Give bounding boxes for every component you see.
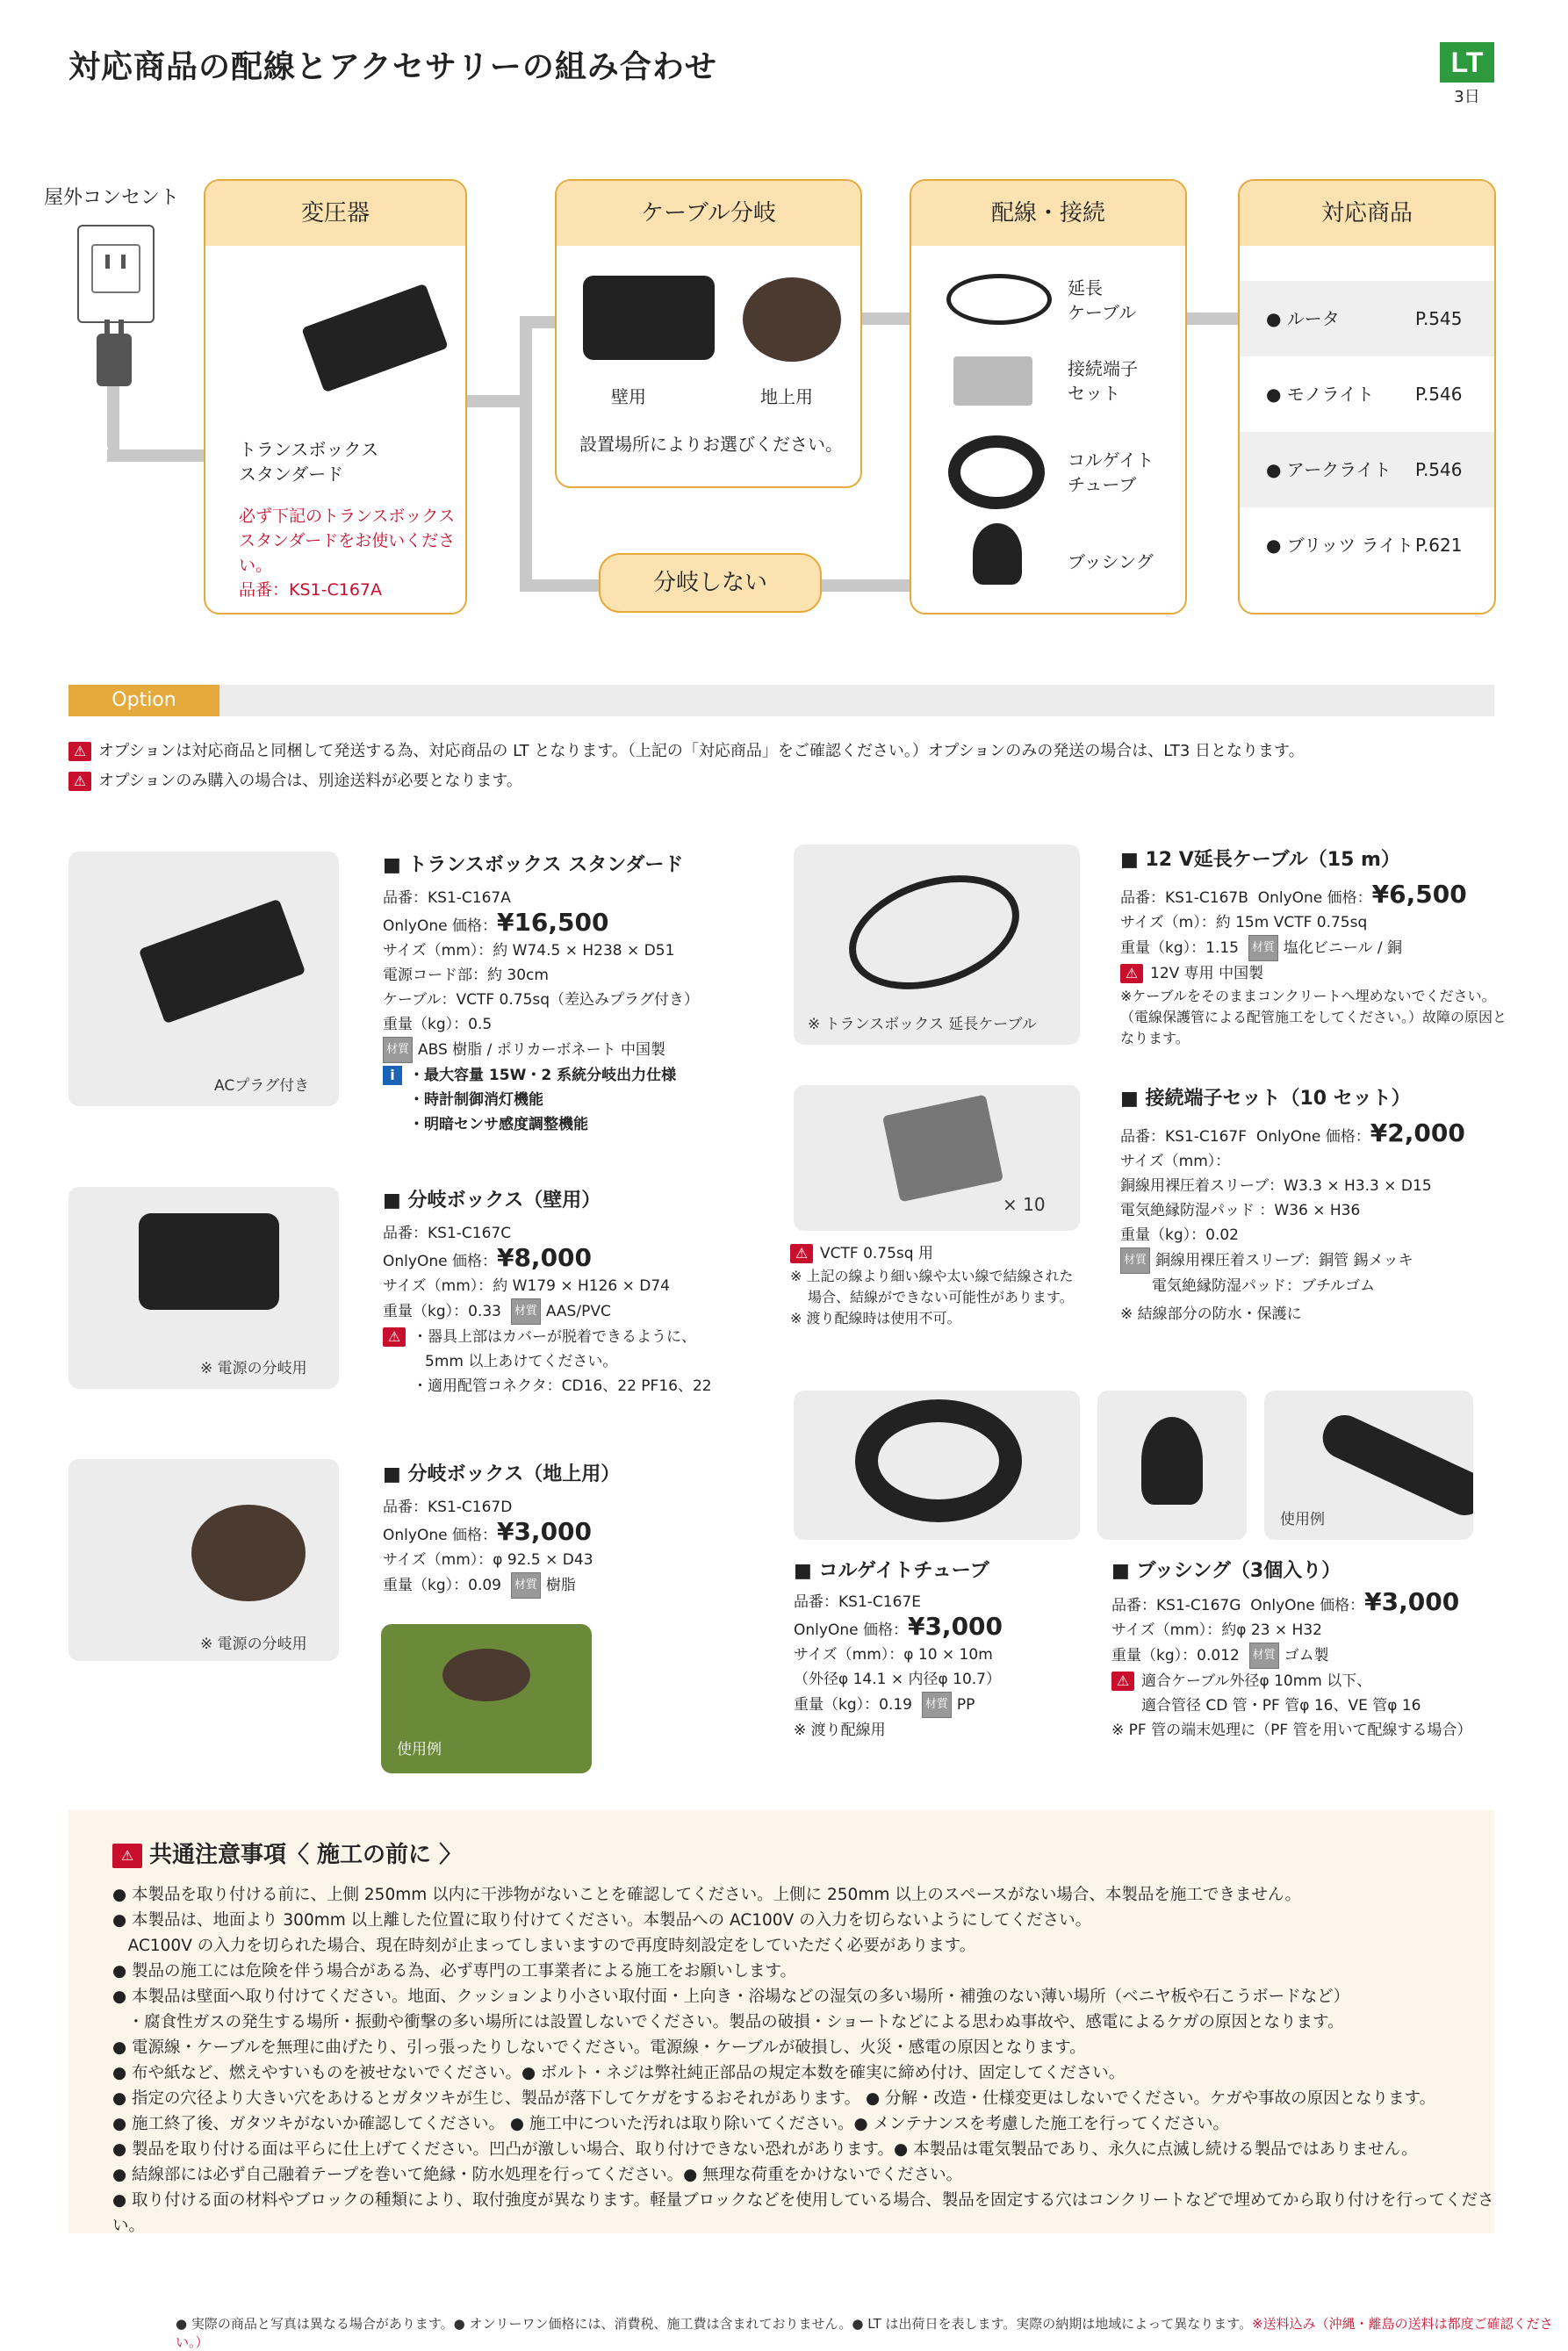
wiring-item-terminal: 接続端子 セット [1068,358,1138,404]
warning-icon: ⚠ [383,1327,406,1347]
bushing-spec: ■ ブッシング（3個入り） 品番：KS1-C167G OnlyOne 価格：¥3,000 サイズ（mm）：約φ 23 × H32 重量（kg）：0.012 材質 ゴム製 ⚠ 適合ケーブル外径φ 10mm 以下、 適合管径 CD 管・PF 管φ 16、VE 管φ 16 ※ PF 管の端末処理に（PF 管を用いて配線する場合） [1111,1560,1472,1739]
lt-badge: LT [1440,42,1494,83]
info-icon: i [383,1066,402,1085]
transbox-image [301,284,449,393]
tube-photo [794,1391,1080,1540]
terminal-spec: ■ 接続端子セット（10 セット） 品番：KS1-C167F OnlyOne 価格：¥2,000 サイズ（mm）： 銅線用裸圧着スリーブ：W3.3 × H3.3 × D15 電気絶縁防湿パッド ：W36 × H36 重量（kg）：0.02 材質 銅線用裸圧着スリーブ：銅管 錫メッキ 電気絶縁防湿パッド：ブチルゴム ※ 結線部分の防水・保護に [1120,1088,1465,1323]
product-row: ● ルータ P.545 [1240,281,1494,356]
wall-box-photo: ※ 電源の分岐用 [68,1187,339,1389]
material-icon: 材質 [383,1037,413,1063]
outlet-label: 屋外コンセント [44,187,180,209]
material-icon: 材質 [511,1572,541,1599]
material-icon: 材質 [1249,1643,1279,1669]
material-icon: 材質 [1248,935,1278,961]
option-note: ⚠ オプションは対応商品と同梱して発送する為、対応商品の LT となります。（上記の「対応商品」をご確認ください。）オプションのみの発送の場合は、LT3 日となります。 [68,741,1305,762]
warning-icon: ⚠ [790,1244,813,1263]
transformer-head: 変圧器 [205,181,465,246]
product-row: ● アークライト P.546 [1240,432,1494,507]
wiring-item-cable: 延長 ケーブル [1068,277,1137,323]
wire-line [520,579,599,592]
warning-icon: ⚠ [68,742,91,761]
wall-label: 壁用 [611,386,646,407]
wire-line [520,316,555,328]
warning-icon: ⚠ [1111,1672,1134,1691]
warning-icon: ⚠ [112,1844,142,1868]
photo-caption: ACプラグ付き [214,1077,310,1095]
wire-line [822,579,910,592]
option-label: Option [68,685,219,716]
transbox-spec: ■ トランスボックス スタンダード 品番：KS1-C167A OnlyOne 価格：¥16,500 サイズ（mm）：約 W74.5 × H238 × D51 電源コード部：約 30cm ケーブル：VCTF 0.75sq（差込みプラグ付き） 重量（kg）：0.5 材質 ABS 樹脂 / ポリカーボネート 中国製 i ・最大容量 15W・2 系統分岐出力仕様 ・時計制御消灯機能 ・明暗センサ感度調整機能 [383,854,700,1133]
wiring-item-tube: コルゲイト チューブ [1068,449,1154,495]
wire-line [107,449,204,462]
footer-note: ● 実際の商品と写真は異なる場合があります。● オンリーワン価格には、消費税、施工費は含まれておりません。● LT は出荷日を表します。実際の納期は地域によって異なります。※送料込み（沖縄・離島の送料は都度ご確認ください。） [176,2316,1553,2350]
material-icon: 材質 [511,1298,541,1325]
terminal-photo: × 10 [794,1085,1080,1231]
wall-box-image [583,276,715,360]
terminal-notes: ⚠ VCTF 0.75sq 用 ※ 上記の線より細い線や太い線で結線された 場合、結線ができない可能性があります。 ※ 渡り配線時は使用不可。 [790,1245,1074,1326]
caution-lines: ● 本製品を取り付ける前に、上側 250mm 以内に干渉物がないことを確認してください。上側に 250mm 以上のスペースがない場合、本製品を施工できません。 ● 本製品は、地面より 300mm 以上離した位置に取り付けてください。本製品への AC100V の入力を切らないようにしてください。 AC100V の入力を切られた場合、現在時刻が止まってしまいますので再度時刻設定をしていただく必要があります。 ● 製品の施工には危険を伴う場合がある為、必ず専門の工事業者による施工をお願いします。 ● 本製品は壁面へ取り付けてください。地面、クッションより小さい取付面・上向き・浴場などの湿気の多い場所・補強のない薄い場所（ベニヤ板や石こうボードなど） ・腐食性ガスの発生する場所・振動や衝撃の多い場所には設置しないでください。製品の破損・ショートなどによる思わぬ事故や、感電によるケガの原因となります。 ● 電源線・ケーブルを無理に曲げたり、引っ張ったりしないでください。電源線・ケーブルが破損し、火災・感電の原因となります。 ● 布や紙など、燃えやすいものを被せないでください。● ボルト・ネジは弊社純正部品の規定本数を確実に締め付け、固定してください。 ● 指定の穴径より大きい穴をあけるとガタツキが生じ、製品が落下してケガをするおそれがあります。 ● 分解・改造・仕様変更はしないでください。ケガや事故の原因となります。 ● 施工終了後、ガタツキがないか確認してください。 ● 施工中についた汚れは取り除いてください。● メンテナンスを考慮した施工を行ってください。 ● 製品を取り付ける面は平らに仕上げてください。凹凸が激しい場合、取り付けできない恐れがあります。● 本製品は電気製品であり、永久に点滅し続ける製品ではありません。 ● 結線部には必ず自己融着テープを巻いて絶縁・防水処理を行ってください。● 無理な荷重をかけないでください。 ● 取り付ける面の材料やブロックの種類により、取付強度が異なります。軽量ブロックなどを使用している場合、製品を固定する穴はコンクリートなどで埋めてから取り付けを行ってください。 [112,1886,1494,2235]
bushing-use-photo: 使用例 [1264,1391,1473,1540]
material-icon: 材質 [922,1692,952,1718]
lt-days: 3日 [1454,88,1480,106]
tube-image [948,435,1045,509]
wiring-box [910,179,1187,615]
no-branch-label: 分岐しない [599,553,822,613]
transformer-name: トランスボックス スタンダード [239,439,379,485]
page-title: 対応商品の配線とアクセサリーの組み合わせ [68,49,717,85]
product-row: ● モノライト P.546 [1266,384,1463,405]
wire-line [465,395,520,407]
ground-box-photo: ※ 電源の分岐用 [68,1459,339,1661]
caution-head: ⚠ 共通注意事項〈 施工の前に 〉 [112,1837,462,1869]
ground-box-image [743,277,841,362]
option-note: ⚠ オプションのみ購入の場合は、別途送料が必要となります。 [68,771,522,792]
wire-line [107,386,119,457]
wall-box-spec: ■ 分岐ボックス（壁用） 品番：KS1-C167C OnlyOne 価格：¥8,000 サイズ（mm）：約 W179 × H126 × D74 重量（kg）：0.33 材質 AAS/PVC ⚠ ・器具上部はカバーが脱着できるように、 5mm 以上あけてください。 ・適用配管コネクタ：CD16、22 PF16、22 [383,1190,712,1395]
transformer-note: 必ず下記のトランスボックス スタンダードをお使いください。 品番：KS1-C167A [239,507,456,600]
products-head: 対応商品 [1240,181,1494,246]
ground-use-photo: 使用例 [381,1624,592,1773]
wiring-item-bushing: ブッシング [1068,551,1154,572]
warning-icon: ⚠ [1120,964,1143,983]
tube-spec: ■ コルゲイトチューブ 品番：KS1-C167E OnlyOne 価格：¥3,000 サイズ（mm）：φ 10 × 10m （外径φ 14.1 × 内径φ 10.7） 重量（kg）：0.19 材質 PP ※ 渡り配線用 [794,1560,1003,1739]
branch-note: 設置場所によりお選びください。 [579,434,843,455]
terminal-image [953,356,1032,406]
caution-section [68,1810,1494,2233]
outlet-icon [77,225,155,323]
transformer-box [204,179,467,615]
warning-icon: ⚠ [68,772,91,791]
bushing-image [973,523,1022,585]
cable-image [946,274,1052,325]
material-icon: 材質 [1120,1247,1150,1274]
branch-head: ケーブル分岐 [557,181,860,246]
bushing-photo [1097,1391,1247,1540]
wire-line [520,325,532,588]
product-row: ● ブリッツ ライト P.621 [1266,535,1463,556]
wiring-head: 配線・接続 [911,181,1185,246]
ext-cable-photo: ※ トランスボックス 延長ケーブル [794,845,1080,1045]
ground-box-spec: ■ 分岐ボックス（地上用） 品番：KS1-C167D OnlyOne 価格：¥3,000 サイズ（mm）：φ 92.5 × D43 重量（kg）：0.09 材質 樹脂 [383,1459,769,1599]
wire-line [860,313,910,325]
plug-icon [97,334,132,386]
wire-line [1185,313,1240,325]
option-bar [68,685,1494,716]
ext-cable-spec: ■ 12 V延長ケーブル（15 m） 品番：KS1-C167B OnlyOne 価格：¥6,500 サイズ（m）：約 15m VCTF 0.75sq 重量（kg）：1.15 材質 塩化ビニール / 銅 ⚠ 12V 専用 中国製 ※ケーブルをそのままコンクリートへ埋めないでください。 （電線保護管による配管施工をしてください。）故障の原因となります。 [1120,849,1507,1046]
transbox-photo [68,852,339,1106]
branch-box [555,179,862,488]
ground-label: 地上用 [760,386,813,407]
